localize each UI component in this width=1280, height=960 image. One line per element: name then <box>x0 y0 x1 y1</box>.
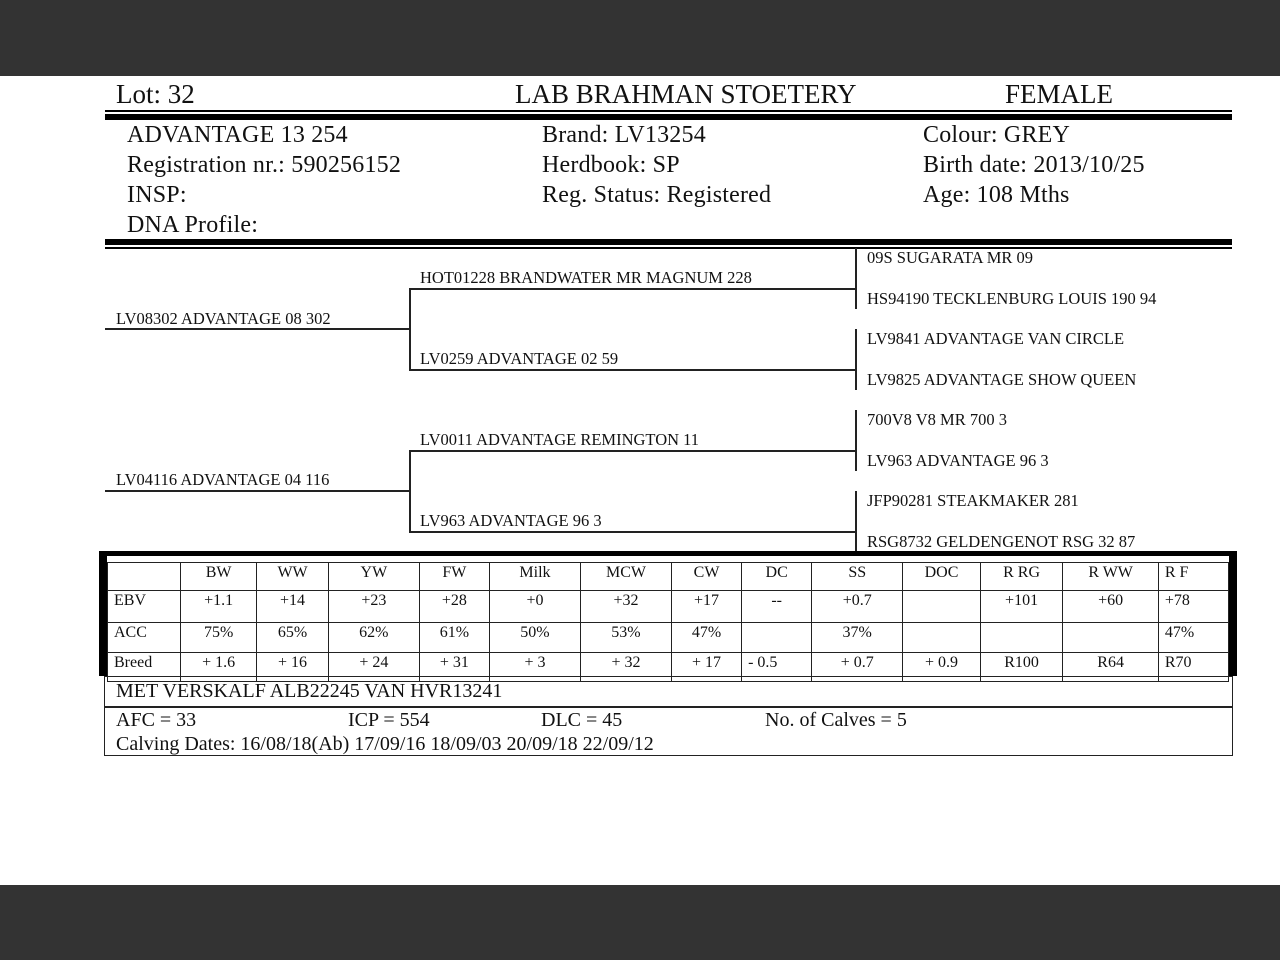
catalogue-page <box>0 76 1280 885</box>
ebv-header-cell: CW <box>671 563 741 591</box>
ebv-cell <box>742 623 812 653</box>
ebv-header-cell: DOC <box>903 563 981 591</box>
ebv-header-cell: DC <box>742 563 812 591</box>
pedigree-sire: LV08302 ADVANTAGE 08 302 <box>116 309 331 328</box>
ebv-cell: 65% <box>257 623 329 653</box>
ebv-header-cell: SS <box>812 563 903 591</box>
ebv-cell: +1.1 <box>181 591 257 623</box>
ebv-cell: + 1.6 <box>181 653 257 682</box>
details-rule-thick <box>105 239 1232 245</box>
ebv-cell: R70 <box>1158 653 1228 682</box>
details-rule-thin <box>105 247 1232 249</box>
birth-date: Birth date: 2013/10/25 <box>923 152 1145 178</box>
sex-label: FEMALE <box>1005 79 1113 109</box>
lot-number: Lot: 32 <box>116 79 195 109</box>
ebv-header-cell: BW <box>181 563 257 591</box>
header-rule-thick <box>105 114 1232 120</box>
ebv-row-label: Breed <box>108 653 181 682</box>
calving-dates: Calving Dates: 16/08/18(Ab) 17/09/16 18/09/03 20/09/18 22/09/12 <box>116 733 654 755</box>
sire-line <box>105 328 410 330</box>
ggp-bracket-2 <box>855 329 857 390</box>
sire-bracket <box>409 288 411 370</box>
ebv-cell: +60 <box>1063 591 1158 623</box>
ebv-cell: + 24 <box>328 653 419 682</box>
breeder-name: LAB BRAHMAN STOETERY <box>515 79 857 109</box>
pedigree-dam-sire: LV0011 ADVANTAGE REMINGTON 11 <box>420 430 700 449</box>
ebv-cell: 47% <box>1158 623 1228 653</box>
ebv-cell: 75% <box>181 623 257 653</box>
ebv-cell: +23 <box>328 591 419 623</box>
dam-bracket <box>409 450 411 532</box>
ebv-cell: 50% <box>489 623 580 653</box>
colour: Colour: GREY <box>923 122 1071 148</box>
ebv-cell: R100 <box>980 653 1063 682</box>
animal-name: ADVANTAGE 13 254 <box>127 122 348 148</box>
dam-dam-line <box>409 531 856 533</box>
ebv-cell: 61% <box>419 623 489 653</box>
ebv-header-cell: WW <box>257 563 329 591</box>
dam-sire-line <box>409 450 856 452</box>
ebv-header-cell: R F <box>1158 563 1228 591</box>
ebv-cell: -- <box>742 591 812 623</box>
pedigree-ggp: 700V8 V8 MR 700 3 <box>867 410 1007 429</box>
pedigree-ggp: 09S SUGARATA MR 09 <box>867 248 1034 267</box>
ebv-cell: + 17 <box>671 653 741 682</box>
pedigree-sire-dam: LV0259 ADVANTAGE 02 59 <box>420 349 619 368</box>
pedigree-dam-dam: LV963 ADVANTAGE 96 3 <box>420 511 602 530</box>
pedigree-ggp: LV963 ADVANTAGE 96 3 <box>867 451 1049 470</box>
pedigree-ggp: HS94190 TECKLENBURG LOUIS 190 94 <box>867 289 1157 308</box>
registration-number: Registration nr.: 590256152 <box>127 152 402 178</box>
ebv-header-cell: R WW <box>1063 563 1158 591</box>
ebv-header-cell <box>108 563 181 591</box>
ebv-row-label: EBV <box>108 591 181 623</box>
ebv-cell <box>903 623 981 653</box>
sire-dam-line <box>409 369 856 371</box>
brand: Brand: LV13254 <box>542 122 706 148</box>
acc-row <box>108 623 1229 653</box>
ebv-header-cell: MCW <box>580 563 671 591</box>
ebv-cell <box>1063 623 1158 653</box>
ebv-cell <box>980 623 1063 653</box>
pedigree-dam: LV04116 ADVANTAGE 04 116 <box>116 470 330 489</box>
ebv-cell: 47% <box>671 623 741 653</box>
ebv-row <box>108 591 1229 623</box>
afc: AFC = 33 <box>116 709 197 731</box>
header-rule-thin <box>105 110 1232 112</box>
ebv-cell: +0.7 <box>812 591 903 623</box>
pedigree-ggp: LV9841 ADVANTAGE VAN CIRCLE <box>867 329 1125 348</box>
ebv-cell: + 3 <box>489 653 580 682</box>
ebv-cell: 62% <box>328 623 419 653</box>
ebv-cell: +28 <box>419 591 489 623</box>
ebv-cell: +14 <box>257 591 329 623</box>
ebv-table <box>107 562 1229 682</box>
ebv-cell: + 32 <box>580 653 671 682</box>
herdbook: Herdbook: SP <box>542 152 680 178</box>
ebv-cell: R64 <box>1063 653 1158 682</box>
age: Age: 108 Mths <box>923 182 1070 208</box>
ebv-header-row <box>108 563 1229 591</box>
ebv-cell: +32 <box>580 591 671 623</box>
dam-line <box>105 490 410 492</box>
ebv-cell: +78 <box>1158 591 1228 623</box>
ebv-cell <box>903 591 981 623</box>
ebv-cell: - 0.5 <box>742 653 812 682</box>
ebv-row-label: ACC <box>108 623 181 653</box>
pedigree-sire-sire: HOT01228 BRANDWATER MR MAGNUM 228 <box>420 268 752 287</box>
ggp-bracket-3 <box>855 410 857 471</box>
ebv-cell: 53% <box>580 623 671 653</box>
ebv-cell: + 16 <box>257 653 329 682</box>
ebv-cell: + 31 <box>419 653 489 682</box>
ggp-bracket-1 <box>855 248 857 309</box>
ebv-header-cell: R RG <box>980 563 1063 591</box>
insp-label: INSP: <box>127 182 187 208</box>
icp: ICP = 554 <box>348 709 430 731</box>
dna-profile-label: DNA Profile: <box>127 212 259 238</box>
ebv-cell: + 0.9 <box>903 653 981 682</box>
ebv-header-cell: YW <box>328 563 419 591</box>
remark: MET VERSKALF ALB22245 VAN HVR13241 <box>116 680 503 702</box>
notes-divider <box>105 706 1232 708</box>
ebv-cell: 37% <box>812 623 903 653</box>
reg-status: Reg. Status: Registered <box>542 182 772 208</box>
pedigree-ggp: JFP90281 STEAKMAKER 281 <box>867 491 1079 510</box>
ebv-cell: +17 <box>671 591 741 623</box>
ebv-cell: + 0.7 <box>812 653 903 682</box>
pedigree-ggp: RSG8732 GELDENGENOT RSG 32 87 <box>867 532 1136 551</box>
ebv-cell: +101 <box>980 591 1063 623</box>
number-of-calves: No. of Calves = 5 <box>765 709 907 731</box>
pedigree-ggp: LV9825 ADVANTAGE SHOW QUEEN <box>867 370 1137 389</box>
ebv-header-cell: FW <box>419 563 489 591</box>
dlc: DLC = 45 <box>541 709 623 731</box>
ebv-cell: +0 <box>489 591 580 623</box>
ggp-bracket-4 <box>855 491 857 552</box>
sire-sire-line <box>409 288 856 290</box>
ebv-header-cell: Milk <box>489 563 580 591</box>
notes-box <box>104 676 1233 756</box>
